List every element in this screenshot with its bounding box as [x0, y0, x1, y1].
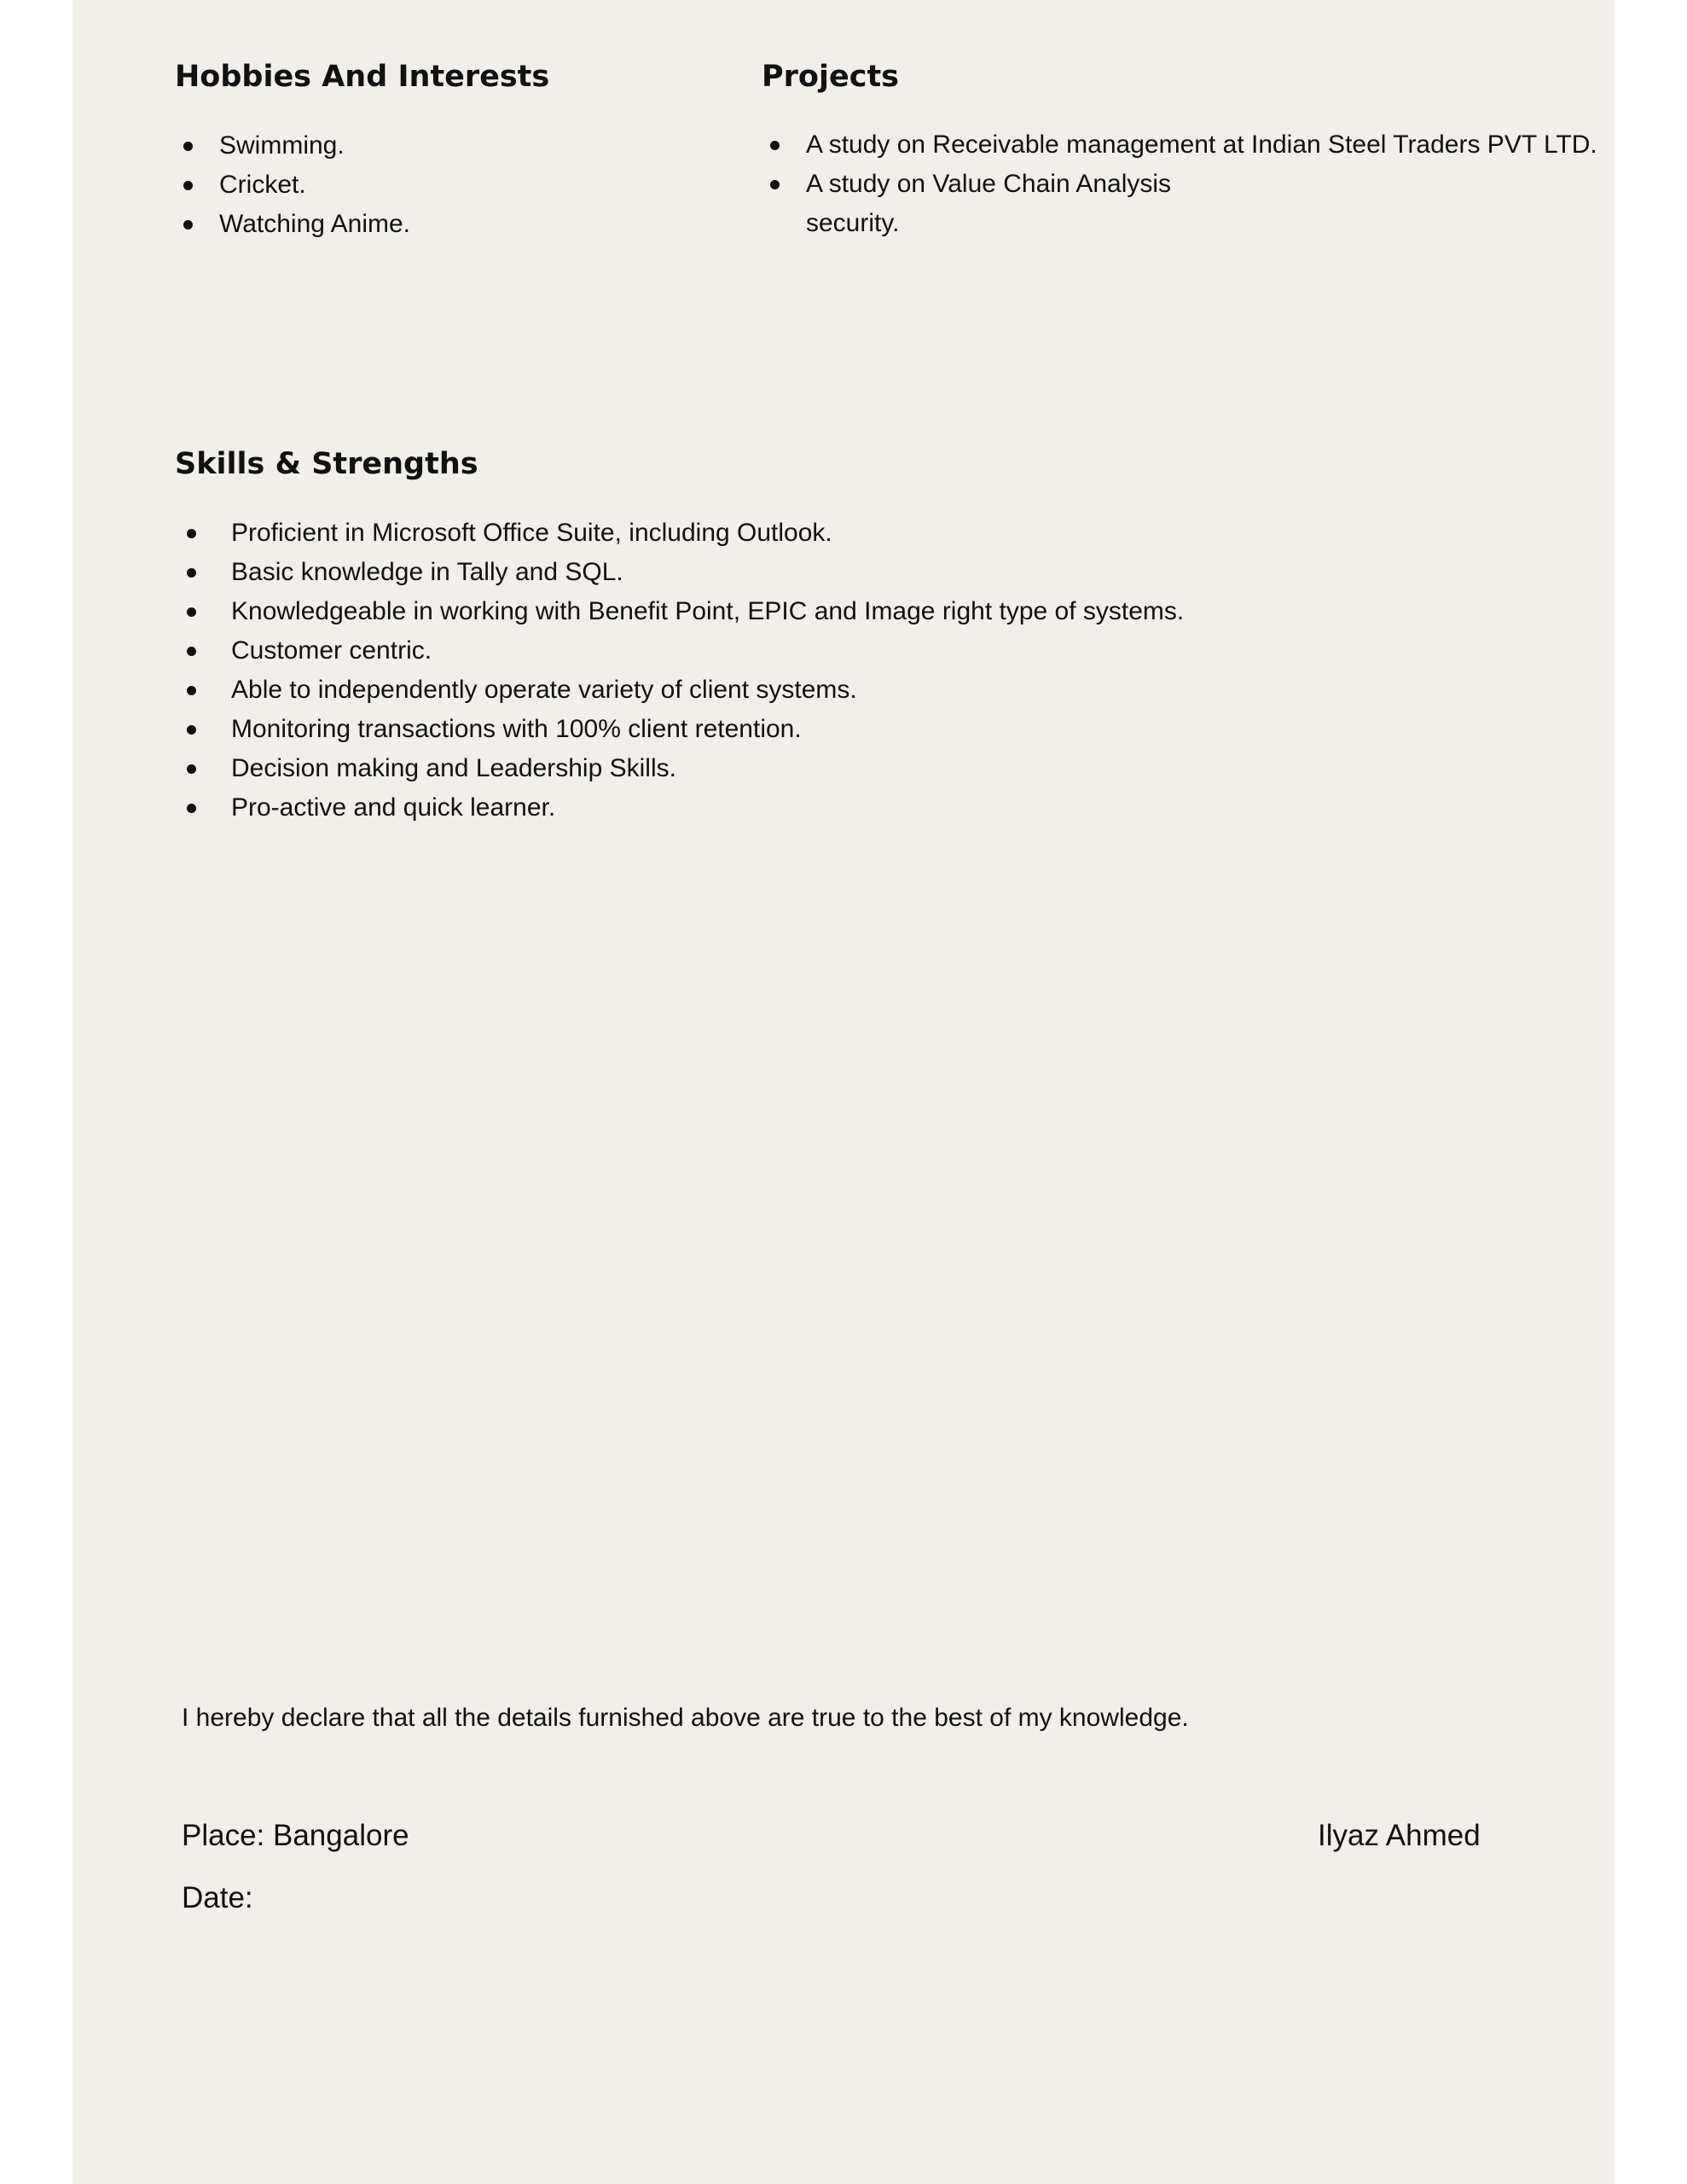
list-item: Monitoring transactions with 100% client retention.	[175, 710, 1184, 749]
list-item: Swimming.	[175, 126, 410, 166]
list-item: Pro-active and quick learner.	[175, 788, 1184, 828]
projects-heading: Projects	[762, 60, 900, 94]
skills-list	[175, 514, 1184, 828]
declaration-text: I hereby declare that all the details furnished above are true to the best of my knowledge.	[182, 1704, 1189, 1732]
list-item: A study on Receivable management at Indian Steel Traders PVT LTD.	[762, 125, 1597, 165]
list-item: A study on Value Chain Analysis	[762, 165, 1597, 204]
list-item: Able to independently operate variety of client systems.	[175, 671, 1184, 710]
place-label: Place: Bangalore	[182, 1819, 409, 1852]
list-item: Basic knowledge in Tally and SQL.	[175, 553, 1184, 592]
hobbies-list	[175, 126, 410, 244]
list-item: Customer centric.	[175, 631, 1184, 671]
resume-page	[72, 0, 1615, 2184]
list-item: Watching Anime.	[175, 205, 410, 244]
hobbies-heading: Hobbies And Interests	[175, 60, 550, 94]
list-item: Knowledgeable in working with Benefit Point, EPIC and Image right type of systems.	[175, 592, 1184, 631]
signatory-name: Ilyaz Ahmed	[1318, 1819, 1481, 1852]
date-label: Date:	[182, 1881, 253, 1914]
skills-heading: Skills & Strengths	[175, 447, 478, 481]
list-item: Proficient in Microsoft Office Suite, including Outlook.	[175, 514, 1184, 553]
list-item: Decision making and Leadership Skills.	[175, 749, 1184, 788]
list-item: Cricket.	[175, 166, 410, 205]
list-item-continuation: security.	[806, 209, 900, 237]
projects-list	[762, 125, 1597, 243]
